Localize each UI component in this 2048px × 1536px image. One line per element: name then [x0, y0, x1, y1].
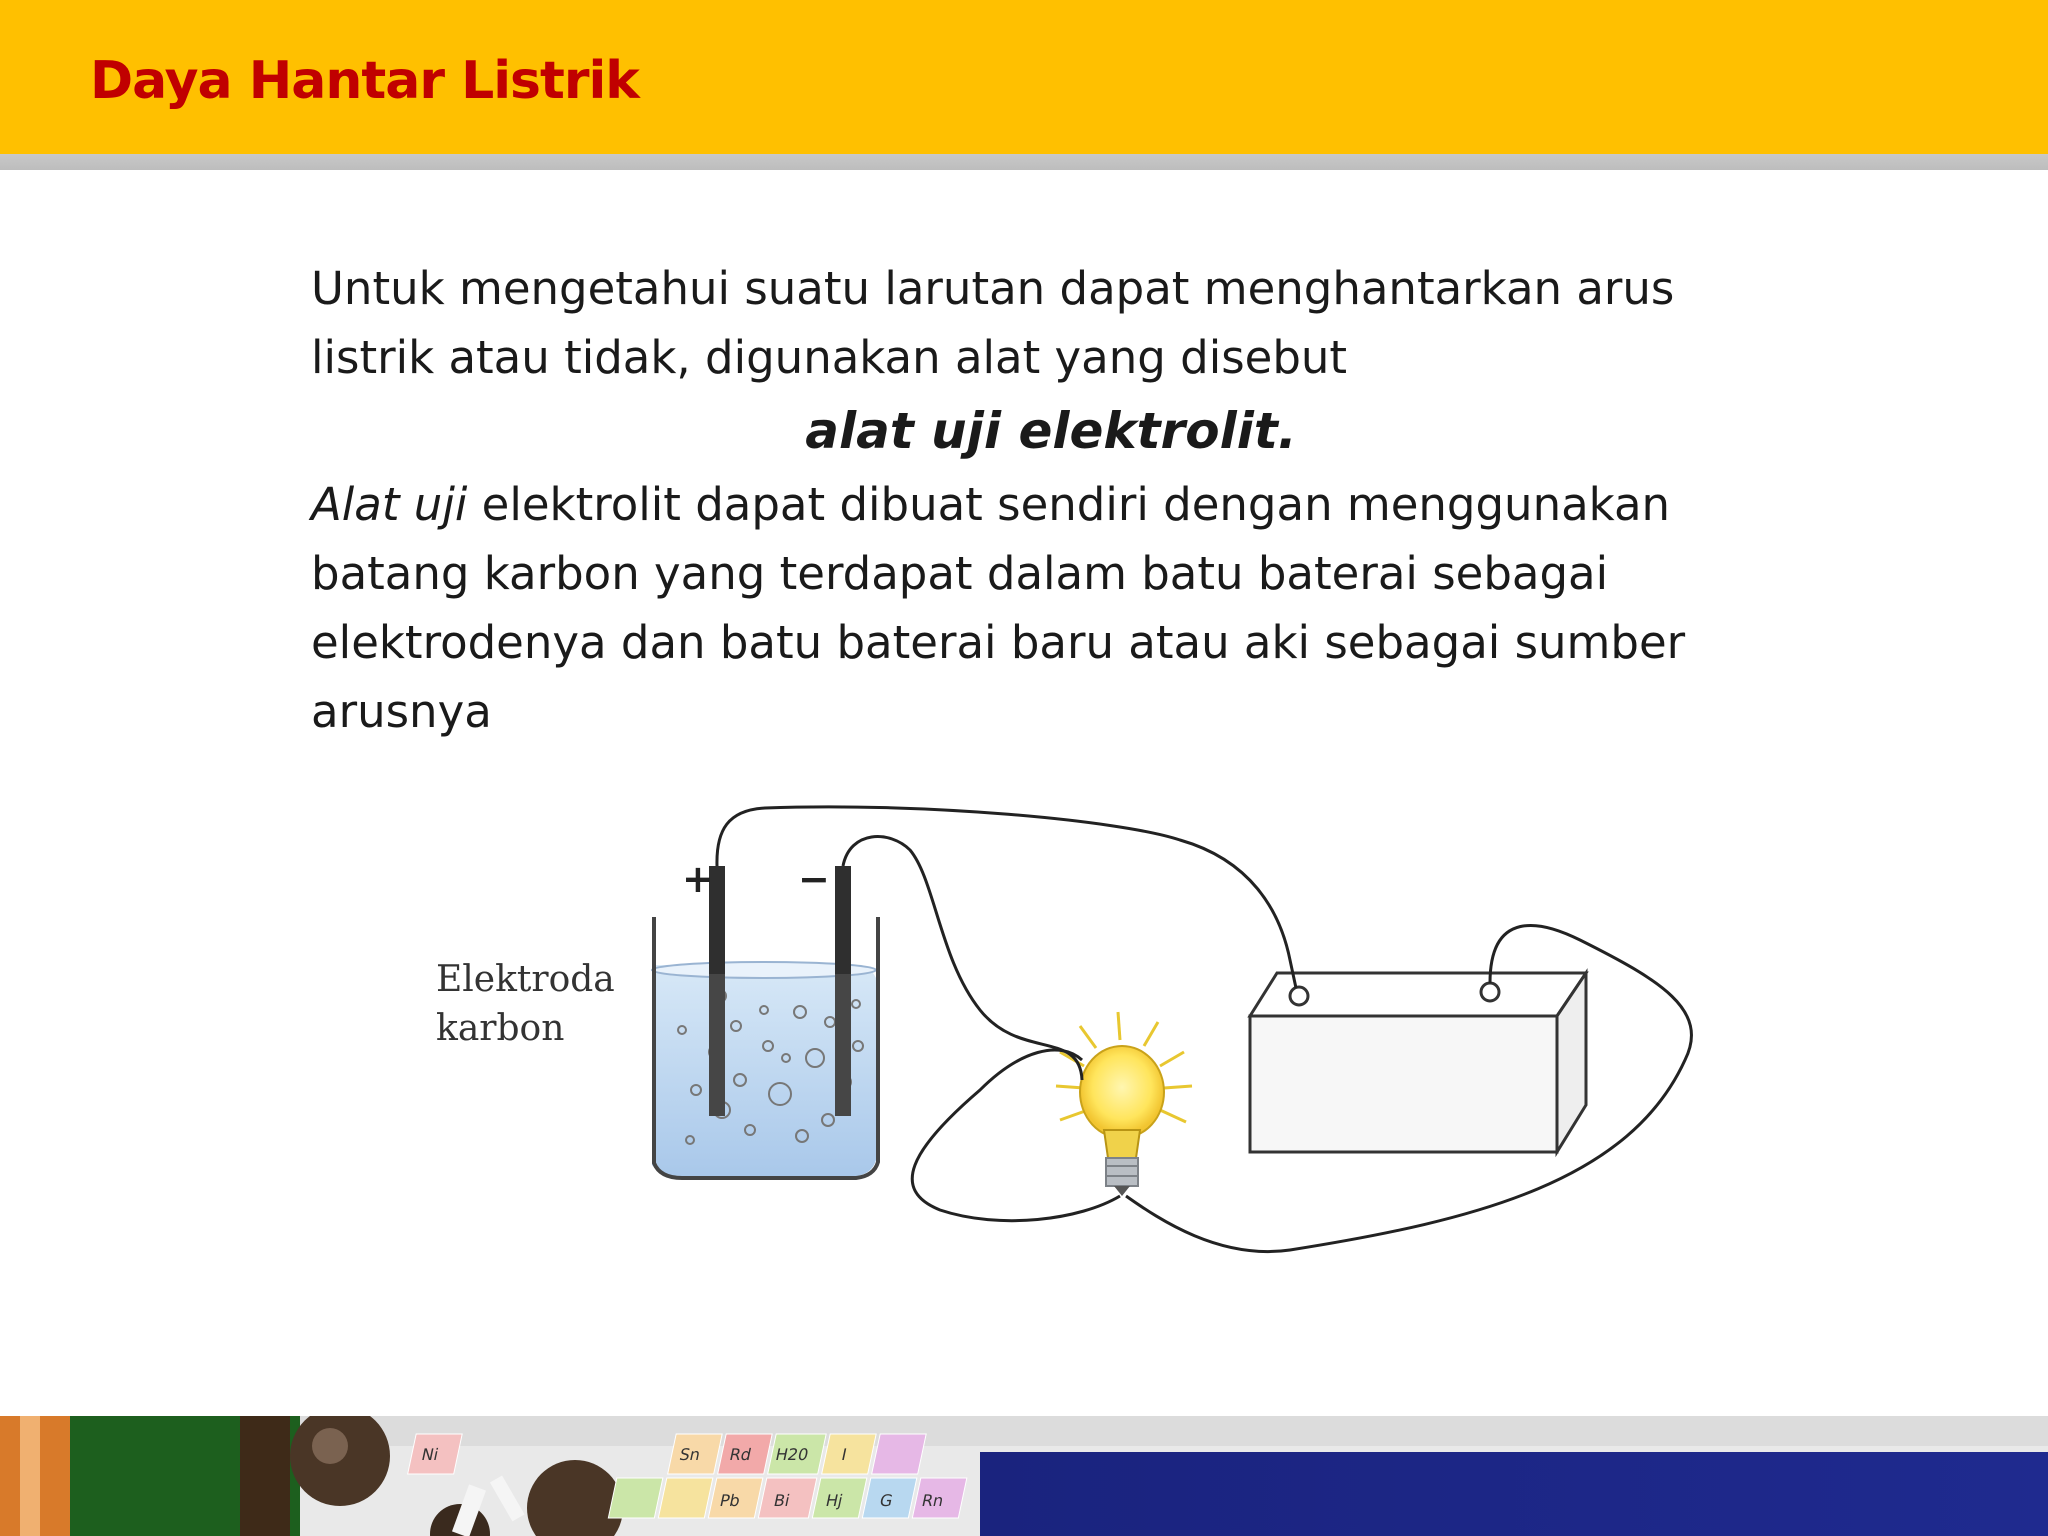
tile-bi: Bi	[772, 1491, 792, 1510]
intro-paragraph: Untuk mengetahui suatu larutan dapat menghantarkan arus listrik atau tidak, digunakan alat yang disebut	[311, 262, 1675, 384]
tile-ni: Ni	[419, 1445, 441, 1464]
tile-hj: Hj	[824, 1491, 845, 1510]
description-paragraph	[311, 470, 1731, 746]
highlight-term: alat uji elektrolit.	[805, 402, 1297, 460]
tile-rd: Rd	[727, 1445, 754, 1464]
electrolyte-tester-diagram	[420, 790, 1720, 1330]
light-bulb-icon	[1056, 1012, 1192, 1196]
electrode-label-line2: karbon	[436, 1008, 565, 1049]
tile-rn: Rn	[920, 1491, 946, 1510]
plus-sign: +	[682, 857, 714, 901]
slide-title: Daya Hantar Listrik	[90, 51, 639, 111]
footer-banner	[0, 1416, 2048, 1536]
electrode-label-line1: Elektroda	[436, 959, 615, 1000]
tile-pb: Pb	[718, 1491, 742, 1510]
minus-sign: −	[798, 857, 830, 901]
italic-lead: Alat uji	[311, 478, 468, 531]
tile-g: G	[878, 1491, 895, 1510]
header-divider	[0, 154, 2048, 170]
tile-sn: Sn	[677, 1445, 703, 1464]
body-text	[311, 254, 1731, 746]
tile-i: I	[839, 1445, 849, 1464]
battery	[1250, 973, 1586, 1152]
tile-h20: H20	[773, 1445, 811, 1464]
description-text: elektrolit dapat dibuat sendiri dengan menggunakan batang karbon yang terdapat dalam batu baterai sebagai elektrodenya dan batu baterai baru atau aki sebagai sumber arusnya	[311, 478, 1686, 738]
